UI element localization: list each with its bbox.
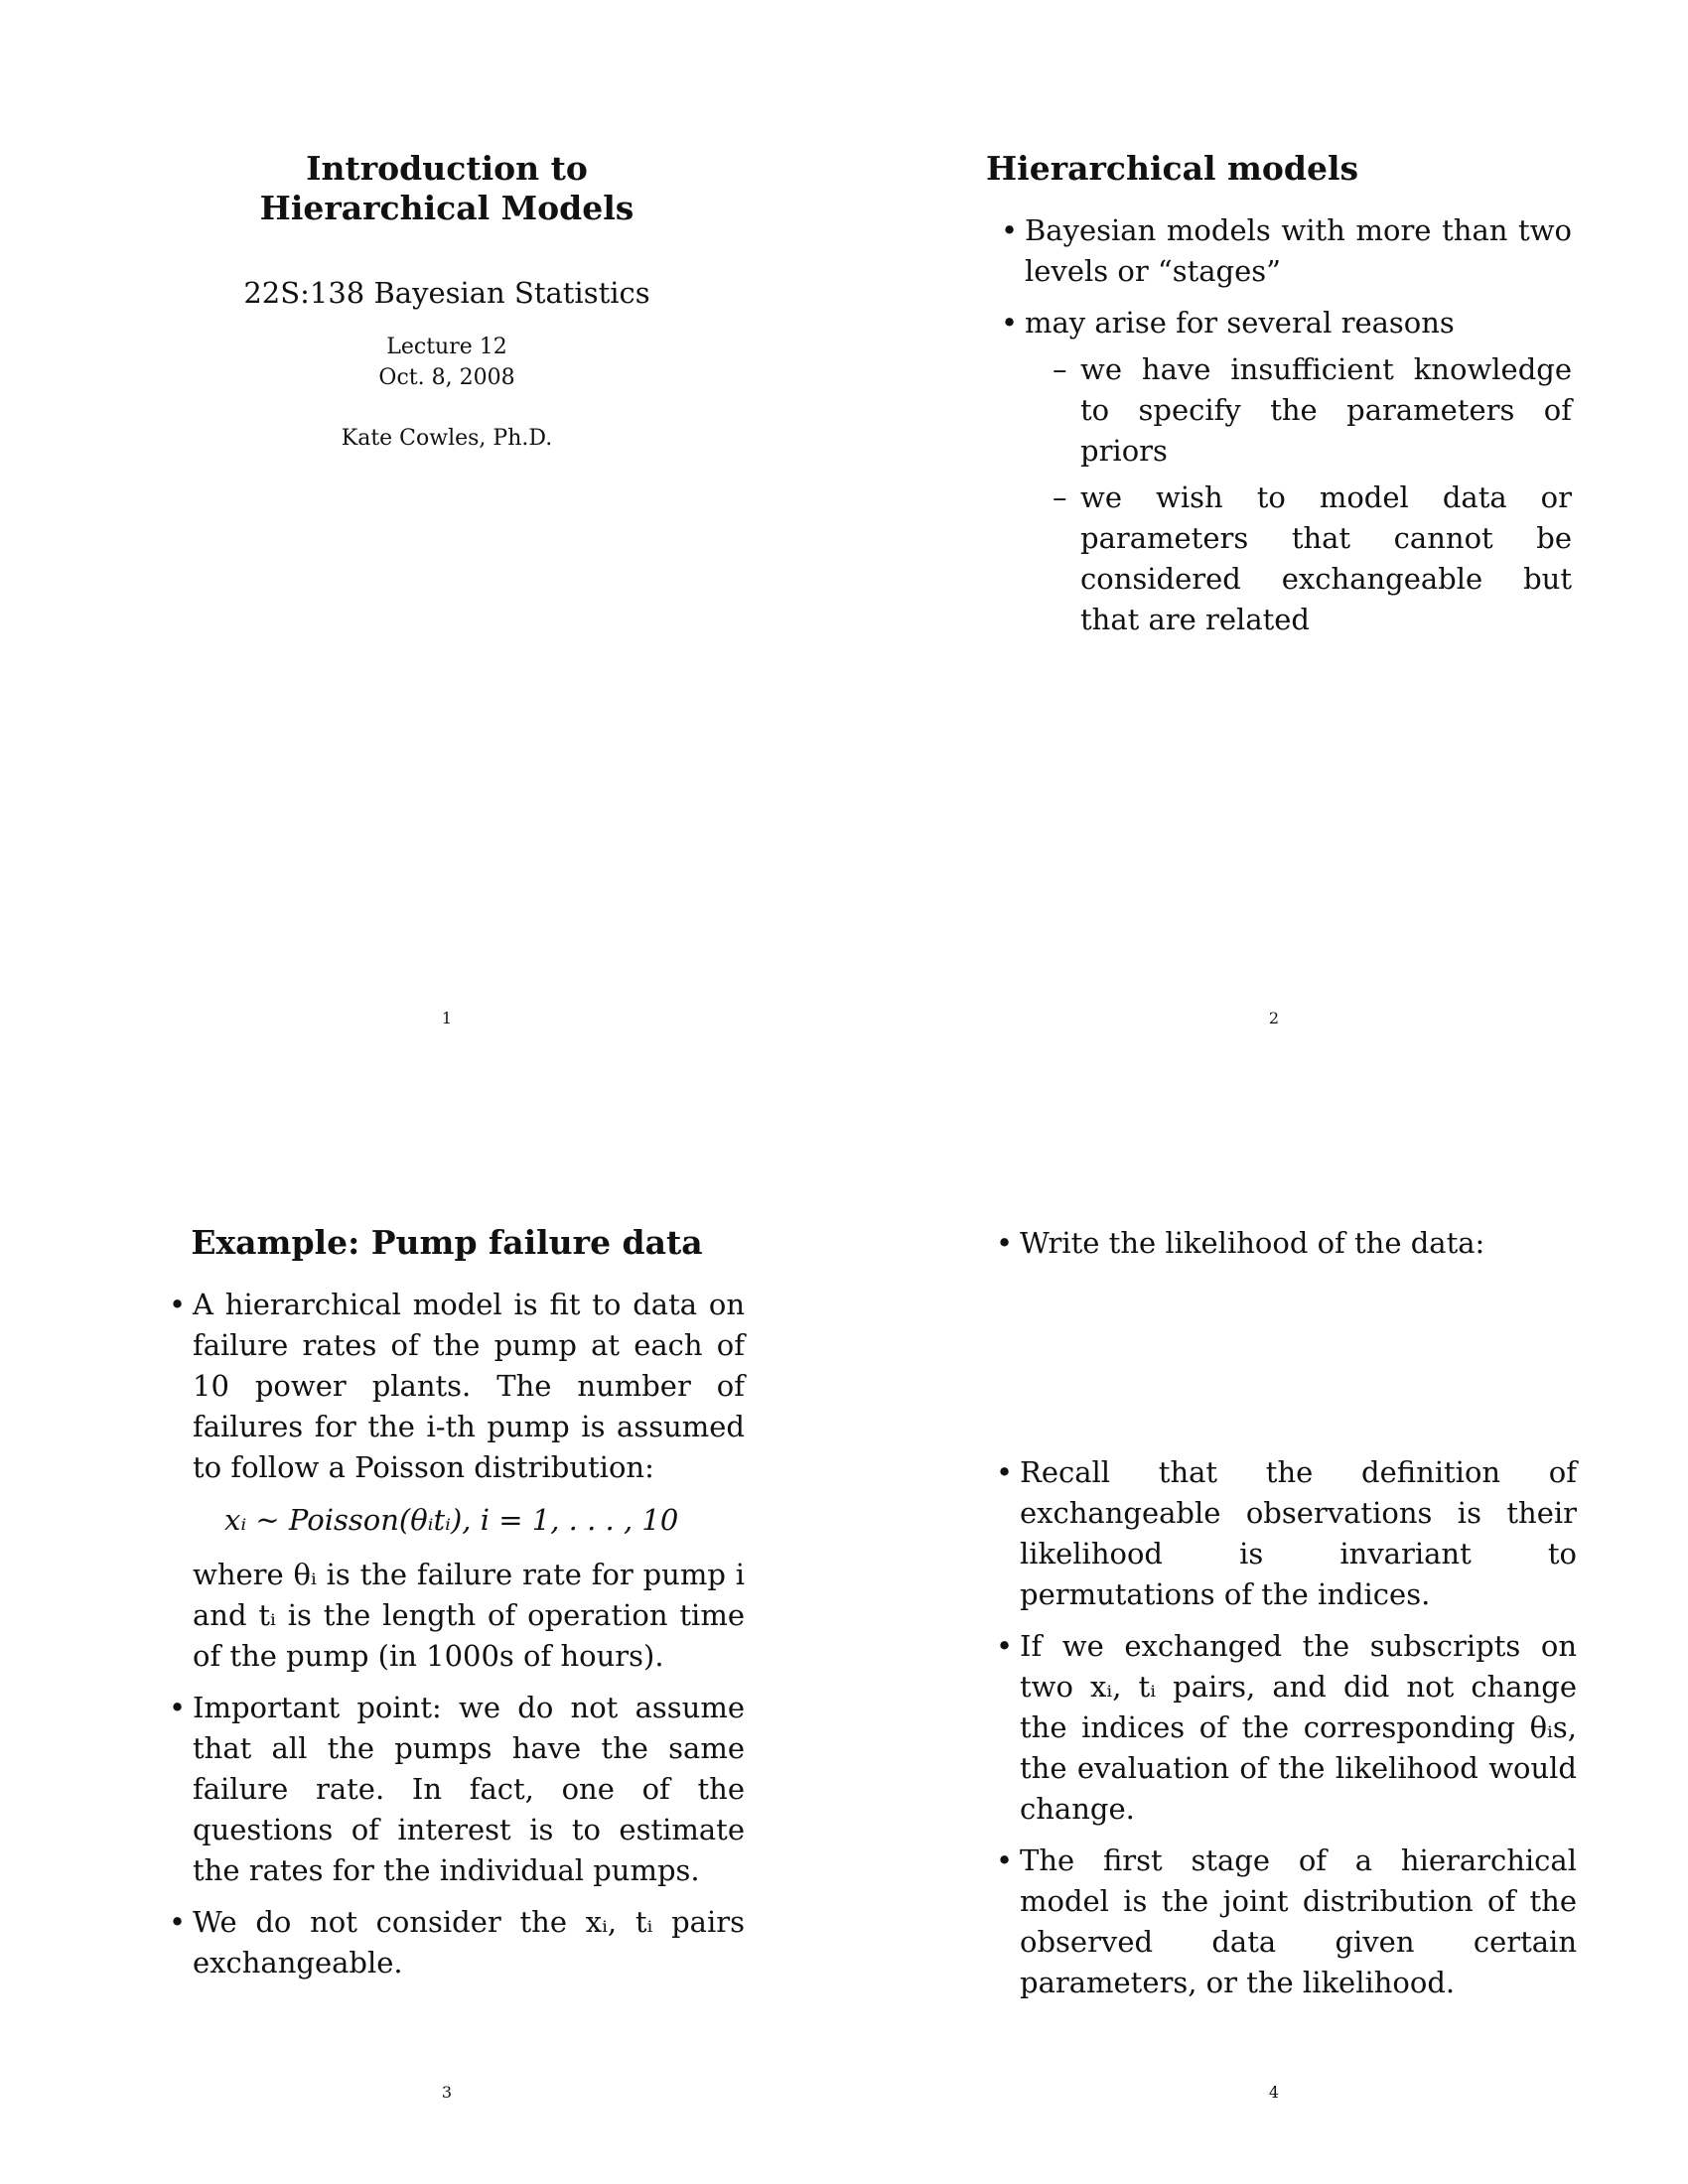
slide-1 <box>199 149 695 454</box>
page-number-2: 2 <box>1268 1009 1280 1027</box>
slide-3-bullets <box>169 1285 745 1983</box>
list-item <box>1001 303 1572 640</box>
list-item: • Write the likelihood of the data: <box>996 1223 1577 1264</box>
slide-1-title: Introduction to Hierarchical Models <box>259 149 634 227</box>
lecture-number: Lecture 12 <box>386 335 507 359</box>
sub-list-item: – we wish to model data or parameters that cannot be considered exchangeable but that are related <box>1053 478 1572 640</box>
list-item: • We do not consider the xᵢ, tᵢ pairs exchangeable. <box>169 1902 745 1983</box>
author: Kate Cowles, Ph.D. <box>341 426 553 451</box>
slide-2-title: Hierarchical models <box>986 149 1359 188</box>
page-number-1: 1 <box>441 1009 453 1027</box>
slide-3-title: Example: Pump failure data <box>191 1223 703 1262</box>
slide-2 <box>986 149 1582 651</box>
slide-4 <box>996 1223 1577 2014</box>
list-item-continuation: where θᵢ is the failure rate for pump i and tᵢ is the length of operation time of the pump (in 1000s of hours). <box>193 1558 745 1673</box>
list-item-text: • A hierarchical model is fit to data on failure rates of the pump at each of 10 power plants. The number of failures for the i-th pump is assumed to follow a Poisson distribution: <box>193 1288 745 1484</box>
sub-list-item: – we have insufficient knowledge to specify the parameters of priors <box>1053 349 1572 472</box>
list-item: • Bayesian models with more than two levels or “stages” <box>1001 210 1572 292</box>
page-number-3: 3 <box>441 2083 453 2102</box>
list-item: • Important point: we do not assume that all the pumps have the same failure rate. In fact, one of the questions of interest is to estimate the rates for the individual pumps. <box>169 1688 745 1891</box>
course-name: 22S:138 Bayesian Statistics <box>243 276 650 310</box>
poisson-equation: xᵢ ~ Poisson(θᵢtᵢ), i = 1, . . . , 10 <box>224 1503 679 1537</box>
list-item: • If we exchanged the subscripts on two xᵢ, tᵢ pairs, and did not change the indices of the corresponding θᵢs, the evaluation of the likelihood would change. <box>996 1626 1577 1830</box>
lecture-date: Oct. 8, 2008 <box>378 365 515 390</box>
page-number-4: 4 <box>1268 2083 1280 2102</box>
list-item <box>169 1285 745 1677</box>
list-item-text: may arise for several reasons <box>1025 306 1455 340</box>
sub-bullets <box>1025 349 1572 640</box>
slide-4-bullets <box>996 1223 1577 2003</box>
list-item: • The first stage of a hierarchical model is the joint distribution of the observed data given certain parameters, or the likelihood. <box>996 1841 1577 2003</box>
list-item: • Recall that the definition of exchangeable observations is their likelihood is invariant to permutations of the indices. <box>996 1452 1577 1615</box>
slide-2-bullets <box>1001 210 1572 640</box>
slide-3 <box>169 1223 745 1994</box>
